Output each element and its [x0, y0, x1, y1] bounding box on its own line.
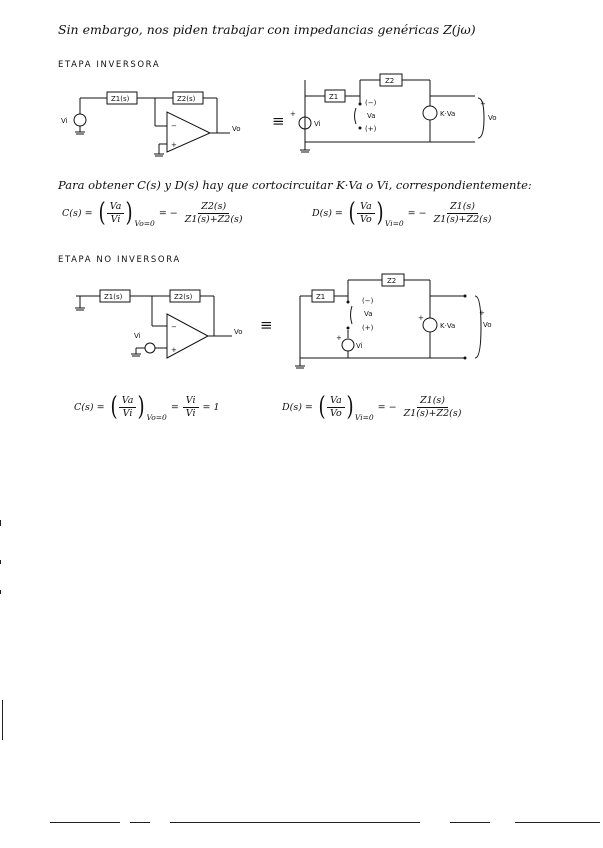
- svg-text:+: +: [480, 100, 486, 108]
- inv-d-result-num: Z1(s): [447, 202, 478, 214]
- noninv-eq-plus-label: (+): [362, 324, 374, 332]
- scan-artifact-line: [450, 822, 490, 823]
- svg-text:+: +: [336, 334, 342, 342]
- inv-d-lhs: D(s) =: [312, 207, 343, 219]
- inv-z1-label: Z1(s): [111, 95, 130, 103]
- scan-artifact-mark: [0, 560, 1, 564]
- noninverting-equivalent-circuit: [290, 270, 510, 375]
- inv-d-den: Vo: [360, 213, 372, 225]
- noninv-z1-label: Z1(s): [104, 293, 123, 301]
- noninverting-opamp-circuit: [72, 278, 262, 373]
- inv-c-num: Va: [107, 202, 125, 214]
- scan-artifact-line: [170, 822, 420, 823]
- inv-d-condition: Vi=0: [384, 219, 404, 228]
- inv-eq-kva-label: K·Va: [440, 110, 456, 118]
- inv-equivalence-sign: ≡: [272, 112, 285, 130]
- inv-d-equation: D(s) = ( $\frac{Va}{Vo}$ ) Vi=0 = − $\frac{Z1(s)}{Z1(s)+Z2(s)}$: [312, 200, 494, 226]
- scan-artifact-mark: [0, 590, 1, 594]
- inv-minus-sign: −: [171, 122, 177, 130]
- inv-plus-sign: +: [171, 141, 177, 149]
- noninv-eq-minus-label: (−): [362, 297, 374, 305]
- scan-artifact-line: [130, 822, 150, 823]
- noninv-c-den: Vi: [122, 407, 133, 419]
- inv-c-equals: = −: [158, 207, 178, 219]
- inv-vi-label: Vi: [61, 117, 68, 125]
- noninv-c-equals: =: [170, 401, 179, 413]
- inv-c-result-num: Z2(s): [198, 202, 229, 214]
- inv-c-den: Vi: [110, 213, 121, 225]
- shortcircuit-text: Para obtener C(s) y D(s) hay que cortocircuitar K·Va o Vi, correspondientemente:: [58, 178, 532, 192]
- svg-text:+: +: [479, 309, 485, 317]
- inv-d-equals: = −: [407, 207, 427, 219]
- noninv-d-condition: Vi=0: [354, 413, 374, 422]
- noninv-eq-z1-label: Z1: [316, 293, 326, 301]
- inv-vo-label: Vo: [232, 125, 241, 133]
- scan-artifact-line: [50, 822, 120, 823]
- intro-text: Sin embargo, nos piden trabajar con impedancias genéricas Z(jω): [58, 22, 476, 37]
- inv-z2-label: Z2(s): [177, 95, 196, 103]
- noninv-eq-va-label: Va: [364, 310, 373, 318]
- noninv-plus-sign: +: [171, 346, 177, 354]
- inv-c-condition: Vo=0: [134, 219, 155, 228]
- inv-eq-z1-label: Z1: [329, 93, 339, 101]
- inv-eq-vo-label: Vo: [488, 114, 497, 122]
- noninv-c-result-num: Vi: [183, 396, 199, 408]
- inv-eq-minus-label: (−): [365, 99, 377, 107]
- noninv-d-equals: = −: [377, 401, 397, 413]
- inv-eq-va-label: Va: [367, 112, 376, 120]
- noninv-c-lhs: C(s) =: [74, 401, 105, 413]
- scan-artifact-line: [515, 822, 600, 823]
- scan-artifact-mark: [0, 520, 1, 526]
- noninv-eq-z2-label: Z2: [387, 277, 397, 285]
- noninv-z2-label: Z2(s): [174, 293, 193, 301]
- noninv-vo-label: Vo: [234, 328, 243, 336]
- inverting-heading: ETAPA INVERSORA: [58, 60, 161, 70]
- noninv-d-den: Vo: [330, 407, 342, 419]
- noninv-equivalence-sign: ≡: [260, 316, 273, 334]
- inv-c-lhs: C(s) =: [62, 207, 93, 219]
- inv-eq-plus-label: (+): [365, 125, 377, 133]
- scan-artifact-line: [2, 700, 3, 740]
- inv-c-result-den: Z1(s)+Z2(s): [184, 213, 243, 225]
- noninv-d-result-num: Z1(s): [417, 396, 448, 408]
- noninv-d-num: Va: [327, 396, 345, 408]
- svg-text:+: +: [418, 314, 424, 322]
- inverting-equivalent-circuit: [290, 68, 510, 163]
- noninverting-heading: ETAPA NO INVERSORA: [58, 255, 181, 265]
- noninv-c-result-value: = 1: [202, 401, 220, 413]
- noninv-eq-kva-label: K·Va: [440, 322, 456, 330]
- inverting-opamp-circuit: [55, 80, 255, 170]
- noninv-eq-vi-label: Vi: [356, 342, 363, 350]
- noninv-d-lhs: D(s) =: [282, 401, 313, 413]
- noninv-c-num: Va: [119, 396, 137, 408]
- inv-c-equation: C(s) = ( $\frac{Va}{Vi}$ ) Vo=0 = − $\frac{Z2(s)}{Z1(s)+Z2(s)}$: [62, 200, 246, 226]
- noninv-c-result-den: Vi: [185, 407, 196, 419]
- noninv-c-equation: C(s) = ( $\frac{Va}{Vi}$ ) Vo=0 = $\frac{Vi}{Vi}$ = 1: [74, 392, 220, 422]
- inv-eq-z2-label: Z2: [385, 77, 395, 85]
- noninv-d-result-den: Z1(s)+Z2(s): [403, 407, 462, 419]
- noninv-eq-vo-label: Vo: [483, 321, 492, 329]
- noninv-minus-sign: −: [171, 323, 177, 331]
- inv-d-num: Va: [357, 202, 375, 214]
- noninv-vi-label: Vi: [134, 332, 141, 340]
- inv-eq-vi-label: Vi: [314, 120, 321, 128]
- svg-text:+: +: [290, 110, 296, 118]
- noninv-c-condition: Vo=0: [146, 413, 167, 422]
- inv-d-result-den: Z1(s)+Z2(s): [433, 213, 492, 225]
- noninv-d-equation: D(s) = ( $\frac{Va}{Vo}$ ) Vi=0 = − $\frac{Z1(s)}{Z1(s)+Z2(s)}$: [282, 394, 464, 420]
